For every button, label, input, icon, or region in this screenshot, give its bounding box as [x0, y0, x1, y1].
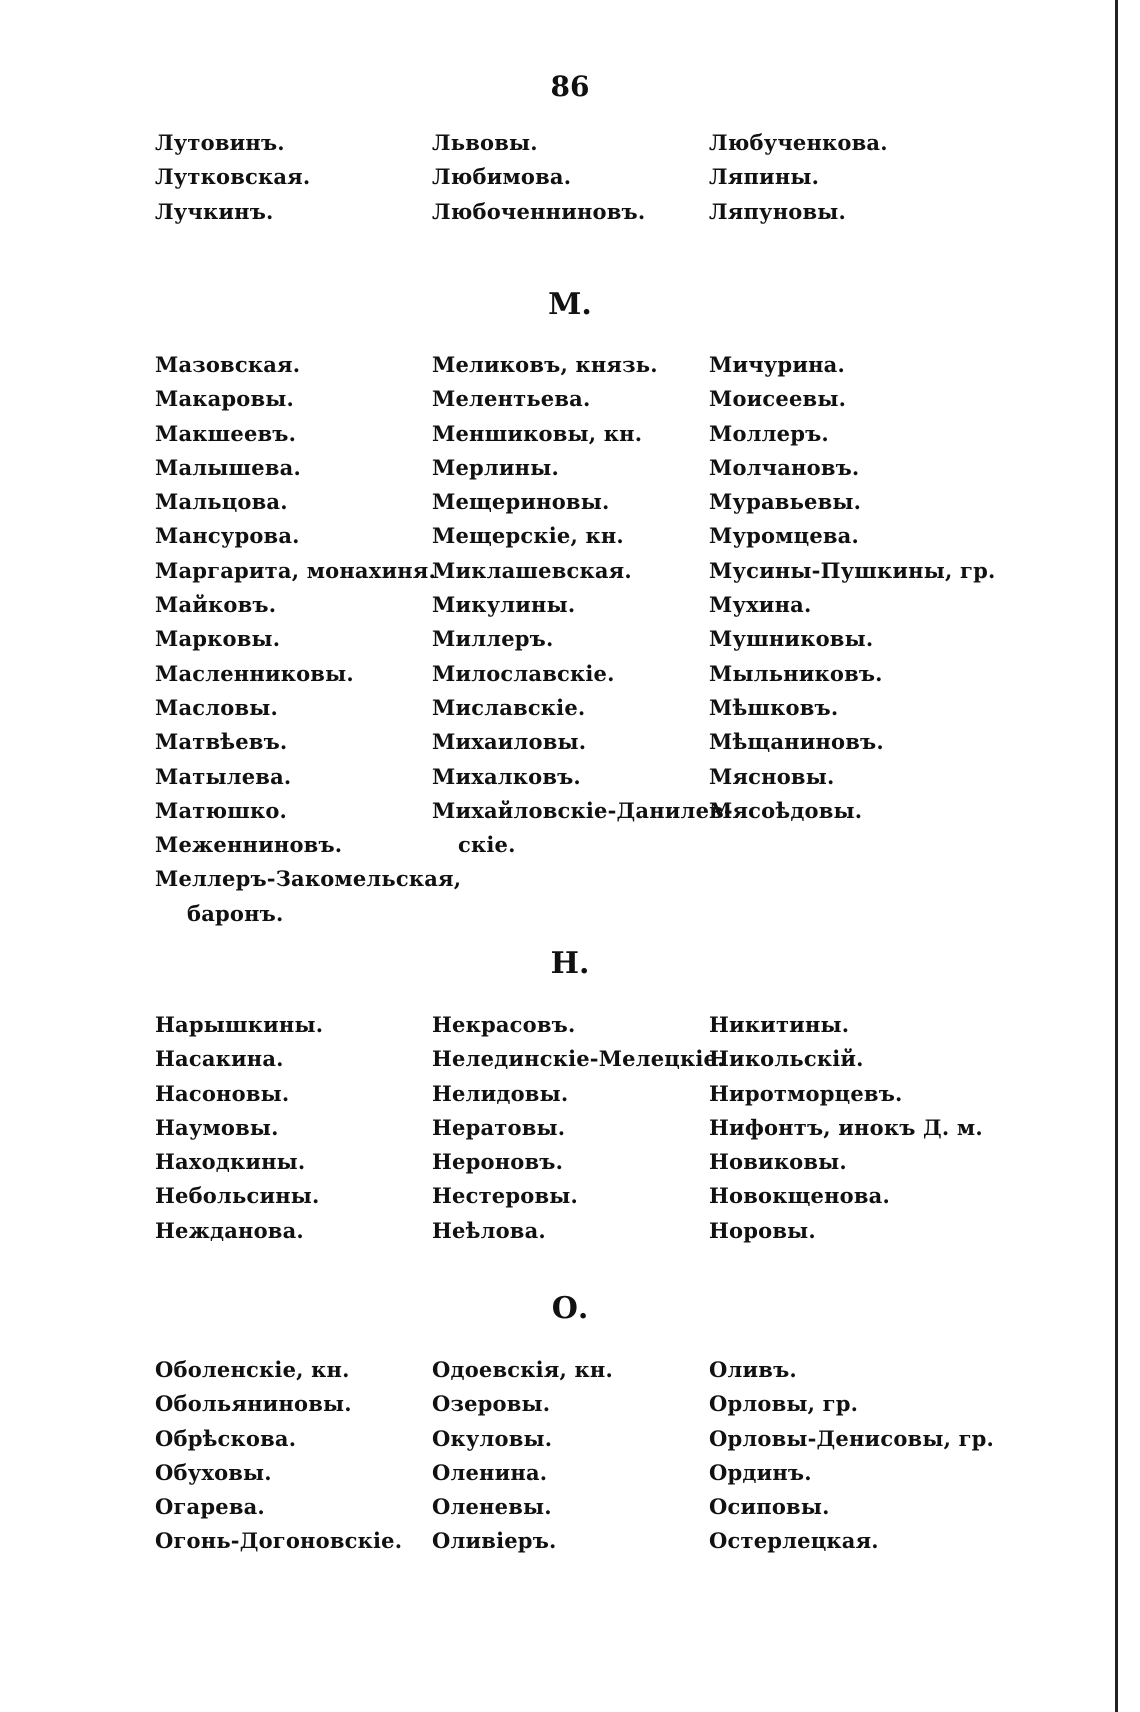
list-item: Неѣлова.: [432, 1217, 546, 1243]
list-item: Макшеевъ.: [155, 420, 297, 446]
list-item: Масловы.: [155, 694, 279, 720]
list-item: Лутковская.: [155, 164, 311, 190]
section-m-col-3: [709, 348, 999, 828]
list-item: Нежданова.: [155, 1217, 304, 1243]
list-item: Любученкова.: [709, 130, 888, 155]
list-item: Насоновы.: [155, 1080, 290, 1106]
list-item: Меликовъ, князь.: [432, 352, 658, 377]
list-item: Одоевскія, кн.: [432, 1357, 613, 1382]
list-item: Огонь-Догоновскіе.: [155, 1528, 403, 1554]
list-item: Никольскій.: [709, 1046, 864, 1072]
list-item: Михаиловы.: [432, 729, 587, 755]
list-item: Львовы.: [432, 130, 538, 155]
list-item: Некрасовъ.: [432, 1012, 576, 1037]
section-n-col-3: [709, 1008, 999, 1248]
section-m-col-1: [155, 348, 462, 931]
section-heading-n: Н.: [550, 946, 590, 981]
list-item: Матылева.: [155, 763, 292, 789]
list-item: Любоченниновъ.: [432, 198, 646, 224]
list-item: Оленевы.: [432, 1494, 552, 1520]
list-item: Наумовы.: [155, 1114, 279, 1140]
list-item: Осиповы.: [709, 1494, 830, 1520]
page-number: 86: [550, 70, 590, 103]
list-item: Матвѣевъ.: [155, 729, 288, 755]
list-item: Меллеръ-Закомельская,: [155, 866, 462, 892]
list-item: Мещериновы.: [432, 489, 610, 515]
list-item: Марковы.: [155, 626, 281, 652]
list-item: Михалковъ.: [432, 763, 581, 789]
list-item: Озеровы.: [432, 1391, 551, 1417]
list-item: Мазовская.: [155, 352, 301, 377]
list-item: Миславскіе.: [432, 694, 586, 720]
list-item: Огарева.: [155, 1494, 265, 1520]
page-edge-line: [1115, 0, 1118, 1712]
list-item: Майковъ.: [155, 592, 277, 618]
list-item: Меншиковы, кн.: [432, 420, 643, 446]
list-item: Мясновы.: [709, 763, 835, 789]
list-item: Нероновъ.: [432, 1149, 564, 1175]
list-item: Новиковы.: [709, 1149, 847, 1175]
list-item: Матюшко.: [155, 797, 288, 823]
list-item: Мусины-Пушкины, гр.: [709, 557, 996, 583]
section-o-col-2: [432, 1353, 722, 1559]
list-item: Любимова.: [432, 164, 572, 190]
list-item: Нестеровы.: [432, 1183, 579, 1209]
list-item: Мещерскіе, кн.: [432, 523, 624, 549]
list-item: Мѣщаниновъ.: [709, 729, 884, 755]
list-item: Мичурина.: [709, 352, 845, 377]
list-item: Моисеевы.: [709, 386, 847, 412]
list-item: Ляпины.: [709, 164, 820, 190]
list-item: Оливіеръ.: [432, 1528, 557, 1554]
list-item: Норовы.: [709, 1217, 816, 1243]
section-n-col-2: [432, 1008, 725, 1248]
list-item: Нифонтъ, инокъ Д. м.: [709, 1114, 983, 1140]
list-item: Мансурова.: [155, 523, 300, 549]
list-item: Муравьевы.: [709, 489, 862, 515]
list-item: Обуховы.: [155, 1459, 272, 1485]
list-item: Мухина.: [709, 592, 812, 618]
list-item: Миклашевская.: [432, 557, 632, 583]
list-item-continuation: скіе.: [458, 832, 516, 858]
list-item: Оболенскіе, кн.: [155, 1357, 350, 1382]
section-heading-o: О.: [551, 1291, 589, 1326]
list-item: Маргарита, монахиня.: [155, 557, 437, 583]
list-item: Нарышкины.: [155, 1012, 324, 1037]
list-item: Новокщенова.: [709, 1183, 890, 1209]
list-item: Молчановъ.: [709, 454, 860, 480]
section-m-col-2: [432, 348, 733, 862]
section-o-col-3: [709, 1353, 999, 1559]
list-item: Находкины.: [155, 1149, 306, 1175]
list-item: Лутовинъ.: [155, 130, 285, 155]
section-top-col-1: [155, 126, 445, 229]
list-item: Мушниковы.: [709, 626, 874, 652]
list-item: Нератовы.: [432, 1114, 566, 1140]
list-item: Мелентьева.: [432, 386, 591, 412]
list-item: Мерлины.: [432, 454, 560, 480]
list-item: Ляпуновы.: [709, 198, 847, 224]
list-item: Оливъ.: [709, 1357, 797, 1382]
list-item: Орловы, гр.: [709, 1391, 859, 1417]
list-item: Мальцова.: [155, 489, 288, 515]
list-item: Окуловы.: [432, 1425, 553, 1451]
list-item: Обольяниновы.: [155, 1391, 352, 1417]
list-item: Мясоѣдовы.: [709, 797, 863, 823]
list-item: Лучкинъ.: [155, 198, 274, 224]
list-item: Обрѣскова.: [155, 1425, 297, 1451]
list-item-continuation: баронъ.: [187, 900, 284, 926]
section-top-col-2: [432, 126, 722, 229]
list-item: Микулины.: [432, 592, 576, 618]
section-top-col-3: [709, 126, 999, 229]
list-item: Насакина.: [155, 1046, 284, 1072]
list-item: Мыльниковъ.: [709, 660, 883, 686]
list-item: Моллеръ.: [709, 420, 829, 446]
section-o-col-1: [155, 1353, 445, 1559]
list-item: Миллеръ.: [432, 626, 554, 652]
list-item: Милославскіе.: [432, 660, 615, 686]
list-item: Никитины.: [709, 1012, 850, 1037]
list-item: Меженниновъ.: [155, 832, 343, 858]
list-item: Орловы-Денисовы, гр.: [709, 1425, 995, 1451]
section-heading-m: М.: [548, 287, 592, 322]
list-item: Макаровы.: [155, 386, 295, 412]
list-item: Масленниковы.: [155, 660, 354, 686]
list-item: Оленина.: [432, 1459, 548, 1485]
list-item: Остерлецкая.: [709, 1528, 879, 1554]
section-n-col-1: [155, 1008, 445, 1248]
list-item: Муромцева.: [709, 523, 860, 549]
list-item: Небольсины.: [155, 1183, 320, 1209]
list-item: Нелидовы.: [432, 1080, 569, 1106]
list-item: Ординъ.: [709, 1459, 812, 1485]
list-item: Нелединскіе-Мелецкіе.: [432, 1046, 725, 1072]
list-item: Михайловскіе-Данилев-: [432, 797, 733, 823]
list-item: Ниротморцевъ.: [709, 1080, 903, 1106]
list-item: Малышева.: [155, 454, 301, 480]
list-item: Мѣшковъ.: [709, 694, 839, 720]
